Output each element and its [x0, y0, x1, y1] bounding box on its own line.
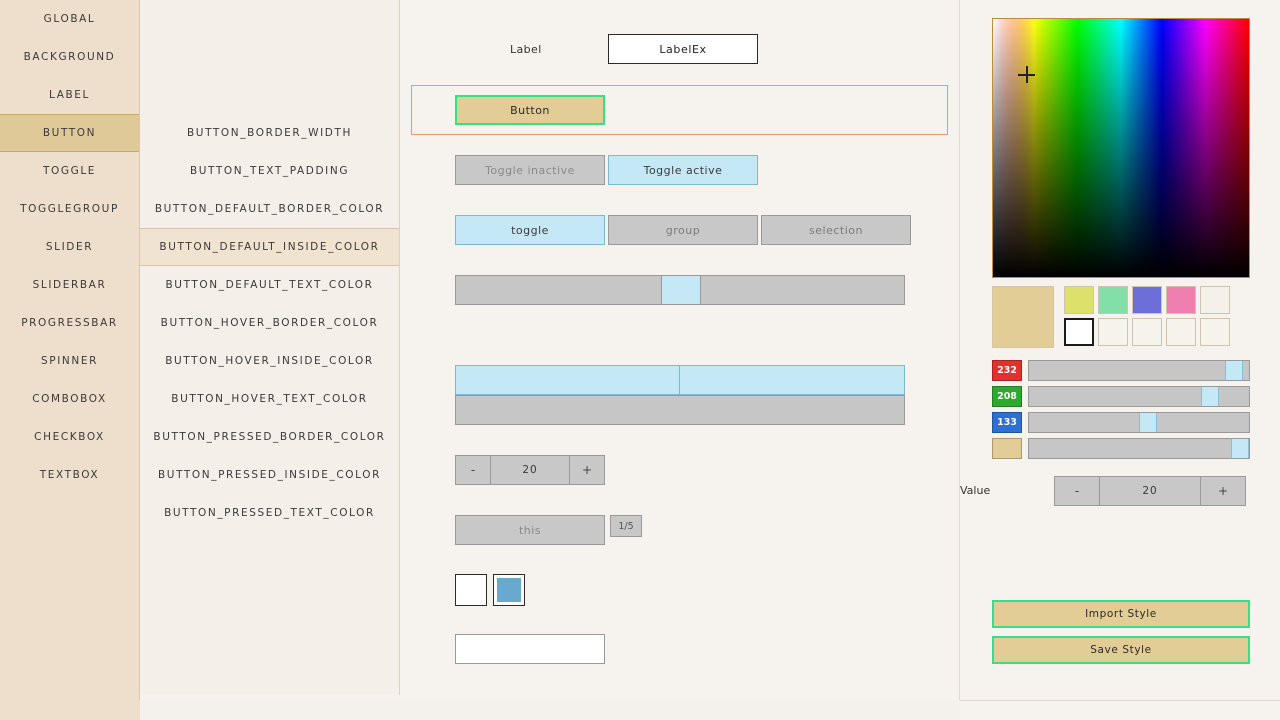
channel-blue[interactable] — [992, 412, 1250, 433]
preview-combobox[interactable] — [455, 515, 642, 545]
property-list — [140, 0, 400, 695]
category-item-spinner[interactable] — [0, 342, 139, 380]
channel-blue-handle[interactable] — [1139, 413, 1157, 432]
bottom-strip-right — [960, 700, 1280, 720]
property-label: BUTTON_BORDER_WIDTH — [186, 127, 353, 139]
property-item-button-pressed-border-color[interactable] — [140, 418, 399, 456]
property-label: BUTTON_HOVER_INSIDE_COLOR — [165, 355, 374, 367]
category-item-label[interactable] — [0, 76, 139, 114]
category-item-combobox[interactable] — [0, 380, 139, 418]
property-item-button-default-border-color[interactable] — [140, 190, 399, 228]
spinner-decrement-button[interactable]: - — [455, 455, 491, 485]
checkbox-unchecked[interactable] — [455, 574, 487, 606]
color-picker-area[interactable] — [992, 18, 1250, 278]
channel-green[interactable] — [992, 386, 1250, 407]
spinner-increment-button[interactable]: + — [569, 455, 605, 485]
property-item-button-hover-border-color[interactable] — [140, 304, 399, 342]
channel-green-value: 208 — [992, 386, 1022, 407]
channel-alpha-track[interactable] — [1028, 438, 1250, 459]
preview-sliderbar[interactable] — [455, 365, 905, 395]
checkbox-checked[interactable] — [493, 574, 525, 606]
value-increment-button[interactable]: + — [1200, 476, 1246, 506]
checkbox-check-mark — [497, 578, 521, 602]
category-label: BUTTON — [42, 127, 97, 139]
category-item-background[interactable] — [0, 38, 139, 76]
property-label: BUTTON_DEFAULT_INSIDE_COLOR — [159, 241, 380, 253]
sliderbar-fill — [456, 366, 680, 394]
property-item-button-default-inside-color[interactable] — [140, 228, 399, 266]
category-item-button[interactable] — [0, 114, 139, 152]
category-label: SLIDER — [45, 241, 94, 253]
category-item-checkbox[interactable] — [0, 418, 139, 456]
property-item-button-hover-inside-color[interactable] — [140, 342, 399, 380]
palette-swatch-6-selected[interactable] — [1064, 318, 1094, 346]
property-label: BUTTON_PRESSED_TEXT_COLOR — [164, 507, 375, 519]
preview-toggle-active[interactable]: Toggle active — [608, 155, 758, 185]
property-label: BUTTON_TEXT_PADDING — [189, 165, 350, 177]
channel-red-value: 232 — [992, 360, 1022, 381]
value-number[interactable]: 20 — [1100, 476, 1200, 506]
palette-swatch-1[interactable] — [1064, 286, 1094, 314]
channel-alpha-handle[interactable] — [1231, 439, 1249, 458]
palette-swatch-8[interactable] — [1132, 318, 1162, 346]
category-item-progressbar[interactable] — [0, 304, 139, 342]
category-label: GLOBAL — [43, 13, 96, 25]
property-item-button-default-text-color[interactable] — [140, 266, 399, 304]
category-label: BACKGROUND — [23, 51, 116, 63]
palette-swatch-5[interactable] — [1200, 286, 1230, 314]
palette-swatch-4[interactable] — [1166, 286, 1196, 314]
palette-swatch-9[interactable] — [1166, 318, 1196, 346]
category-item-toggle[interactable] — [0, 152, 139, 190]
category-label: LABEL — [49, 89, 90, 101]
channel-red-track[interactable] — [1028, 360, 1250, 381]
combobox-count-badge[interactable]: 1/5 — [610, 515, 642, 537]
property-list-spacer — [140, 0, 399, 114]
palette-swatch-7[interactable] — [1098, 318, 1128, 346]
property-item-button-border-width[interactable] — [140, 114, 399, 152]
channel-green-track[interactable] — [1028, 386, 1250, 407]
category-label: COMBOBOX — [32, 393, 107, 405]
preview-pane — [400, 0, 960, 700]
combobox-value[interactable]: this — [455, 515, 605, 545]
value-spinner-label: Value — [960, 484, 991, 497]
value-spinner — [960, 476, 1250, 506]
spinner-value[interactable]: 20 — [491, 455, 569, 485]
preview-checkbox-group — [455, 574, 525, 606]
channel-red-handle[interactable] — [1225, 361, 1243, 380]
property-item-button-hover-text-color[interactable] — [140, 380, 399, 418]
preview-togglegroup-item-toggle[interactable]: toggle — [455, 215, 605, 245]
category-label: TOGGLE — [42, 165, 97, 177]
property-label: BUTTON_DEFAULT_BORDER_COLOR — [154, 203, 385, 215]
color-picker-crosshair-icon — [1018, 66, 1035, 83]
channel-alpha[interactable] — [992, 438, 1250, 459]
preview-textbox[interactable]: LabelEx — [608, 34, 758, 64]
bottom-strip-left — [0, 700, 140, 720]
property-item-button-pressed-text-color[interactable] — [140, 494, 399, 532]
preview-togglegroup-item-selection[interactable]: selection — [761, 215, 911, 245]
property-label: BUTTON_HOVER_TEXT_COLOR — [171, 393, 368, 405]
category-label: SLIDERBAR — [32, 279, 107, 291]
preview-togglegroup-item-group[interactable]: group — [608, 215, 758, 245]
bottom-strip — [0, 700, 1280, 720]
category-label: TEXTBOX — [39, 469, 100, 481]
palette-swatch-3[interactable] — [1132, 286, 1162, 314]
slider-handle[interactable] — [661, 276, 701, 304]
property-item-button-text-padding[interactable] — [140, 152, 399, 190]
import-style-button[interactable]: Import Style — [992, 600, 1250, 628]
category-item-sliderbar[interactable] — [0, 266, 139, 304]
property-label: BUTTON_DEFAULT_TEXT_COLOR — [165, 279, 374, 291]
preview-progressbar — [455, 395, 905, 425]
category-item-global[interactable] — [0, 0, 139, 38]
current-color-swatch — [992, 286, 1054, 348]
preview-label-caption: Label — [510, 43, 542, 56]
category-item-togglegroup[interactable] — [0, 190, 139, 228]
category-label: CHECKBOX — [34, 431, 105, 443]
category-label: PROGRESSBAR — [21, 317, 118, 329]
property-label: BUTTON_PRESSED_BORDER_COLOR — [153, 431, 386, 443]
palette-swatch-10[interactable] — [1200, 318, 1230, 346]
property-label: BUTTON_PRESSED_INSIDE_COLOR — [158, 469, 381, 481]
channel-blue-track[interactable] — [1028, 412, 1250, 433]
preview-spinner[interactable] — [455, 455, 605, 485]
property-label: BUTTON_HOVER_BORDER_COLOR — [160, 317, 379, 329]
save-style-button[interactable]: Save Style — [992, 636, 1250, 664]
channel-red[interactable] — [992, 360, 1250, 381]
preview-slider[interactable] — [455, 275, 905, 305]
preview-toggle-inactive[interactable]: Toggle inactive — [455, 155, 605, 185]
preview-bottom-textbox[interactable] — [455, 634, 605, 664]
category-item-slider[interactable] — [0, 228, 139, 266]
category-label: TOGGLEGROUP — [20, 203, 119, 215]
value-decrement-button[interactable]: - — [1054, 476, 1100, 506]
channel-green-handle[interactable] — [1201, 387, 1219, 406]
category-item-textbox[interactable] — [0, 456, 139, 494]
palette-swatch-2[interactable] — [1098, 286, 1128, 314]
color-panel — [960, 0, 1280, 700]
preview-button[interactable]: Button — [455, 95, 605, 125]
category-label: SPINNER — [41, 355, 98, 367]
category-list — [0, 0, 140, 700]
channel-alpha-value — [992, 438, 1022, 459]
value-spinner-controls — [1054, 476, 1250, 506]
channel-blue-value: 133 — [992, 412, 1022, 433]
property-item-button-pressed-inside-color[interactable] — [140, 456, 399, 494]
